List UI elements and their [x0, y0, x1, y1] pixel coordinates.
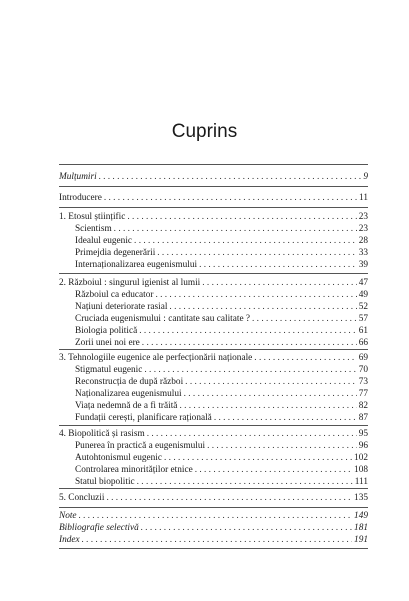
toc-entry-section[interactable]: [75, 400, 368, 412]
dot-leader: [185, 376, 357, 388]
toc-entry-section[interactable]: [75, 337, 368, 349]
toc-entry-title: Internaționalizarea eugenismului: [75, 260, 198, 270]
toc-entry-page: 47: [358, 278, 368, 288]
toc-entry-note[interactable]: [59, 510, 368, 522]
toc-entry-page: 111: [354, 477, 368, 487]
toc-entry-chapter-5[interactable]: [59, 492, 368, 504]
dot-leader: [202, 277, 356, 289]
toc-entry-page: 87: [358, 413, 368, 423]
toc-entry-title: Punerea în practică a eugenismului: [75, 441, 206, 451]
dot-leader: [127, 211, 356, 223]
toc-entry-page: 77: [358, 389, 368, 399]
toc-entry-section[interactable]: [75, 259, 368, 271]
toc-entry-introducere[interactable]: [59, 192, 368, 204]
toc-entry-title: Idealul eugenic: [75, 236, 133, 246]
dot-leader: [79, 510, 352, 522]
toc-entry-page: 95: [358, 429, 368, 439]
toc-entry-multumiri[interactable]: [59, 171, 368, 183]
toc-entry-title: Note: [59, 511, 77, 521]
toc-entry-title: Fundații cerești, planificare rațională: [75, 413, 212, 423]
toc-entry-index[interactable]: [59, 534, 368, 546]
toc-entry-page: 191: [354, 535, 368, 545]
toc-entry-bibliografie[interactable]: [59, 522, 368, 534]
dot-leader: [199, 259, 357, 271]
toc-entry-section[interactable]: [75, 247, 368, 259]
toc-entry-title: Războiul ca educator: [75, 290, 154, 300]
dot-leader: [254, 352, 356, 364]
toc-entry-page: 11: [359, 193, 368, 203]
dot-leader: [142, 337, 357, 349]
toc-entry-section[interactable]: [75, 301, 368, 313]
divider: [59, 164, 368, 165]
dot-leader: [155, 289, 356, 301]
toc-entry-section[interactable]: [75, 376, 368, 388]
toc-entry-section[interactable]: [75, 440, 368, 452]
toc-entry-title: Statul biopolitic: [75, 477, 135, 487]
toc-entry-section[interactable]: [75, 388, 368, 400]
toc-entry-chapter-2[interactable]: [59, 277, 368, 289]
toc-entry-title: Viața nedemnă de a fi trăită: [75, 401, 178, 411]
toc-entry-page: 149: [354, 511, 368, 521]
dot-leader: [157, 247, 356, 259]
toc-entry-section[interactable]: [75, 235, 368, 247]
toc-entry-title: Primejdia degenerării: [75, 248, 156, 258]
toc-entry-title: 1. Etosul științific: [59, 212, 126, 222]
dot-leader: [195, 464, 352, 476]
toc-entry-title: Reconstrucția de după război: [75, 377, 184, 387]
toc-entry-title: 5. Concluzii: [59, 493, 105, 503]
toc-entry-page: 9: [363, 172, 368, 182]
toc-entry-title: Bibliografie selectivă: [59, 523, 139, 533]
toc-entry-chapter-1[interactable]: [59, 211, 368, 223]
dot-leader: [252, 313, 357, 325]
dot-leader: [137, 476, 353, 488]
toc-entry-title: Autohtonismul eugenic: [75, 453, 163, 463]
divider: [59, 186, 368, 187]
divider: [59, 488, 368, 489]
toc-entry-section[interactable]: [75, 325, 368, 337]
page-title: Cuprins: [171, 121, 238, 142]
dot-leader: [82, 534, 352, 546]
toc-entry-page: 108: [354, 465, 368, 475]
toc-entry-title: 3. Tehnologiile eugenice ale perfecționării naționale: [59, 353, 253, 363]
divider: [59, 207, 368, 208]
toc-entry-section[interactable]: [75, 464, 368, 476]
dot-leader: [147, 428, 357, 440]
dot-leader: [139, 325, 356, 337]
dot-leader: [106, 492, 352, 504]
toc-entry-page: 23: [358, 212, 368, 222]
divider: [59, 273, 368, 274]
toc-entry-page: 49: [358, 290, 368, 300]
toc-entry-page: 181: [354, 523, 368, 533]
toc-entry-page: 82: [358, 401, 368, 411]
toc-entry-chapter-4[interactable]: [59, 428, 368, 440]
toc-entry-page: 135: [354, 493, 368, 503]
toc-entry-title: Cruciada eugenismului : cantitate sau calitate ?: [75, 314, 251, 324]
toc-entry-page: 23: [358, 224, 368, 234]
toc-entry-title: Biologia politică: [75, 326, 138, 336]
toc-entry-section[interactable]: [75, 313, 368, 325]
toc-entry-page: 61: [358, 326, 368, 336]
toc-entry-title: Index: [59, 535, 80, 545]
toc-entry-page: 57: [358, 314, 368, 324]
toc-entry-title: 4. Biopolitică și rasism: [59, 429, 145, 439]
divider: [59, 507, 368, 508]
toc-entry-page: 69: [358, 353, 368, 363]
toc-entry-page: 33: [358, 248, 368, 258]
toc-entry-title: Introducere: [59, 193, 102, 203]
dot-leader: [164, 452, 352, 464]
dot-leader: [104, 192, 357, 204]
dot-leader: [184, 388, 357, 400]
toc-entry-page: 102: [354, 453, 368, 463]
divider: [59, 425, 368, 426]
divider: [59, 548, 368, 549]
toc-entry-section[interactable]: [75, 364, 368, 376]
toc-entry-title: Națiuni deteriorate rasial: [75, 302, 168, 312]
toc-entry-section[interactable]: [75, 223, 368, 235]
toc-entry-title: Controlarea minorităților etnice: [75, 465, 193, 475]
toc-entry-title: Zorii unei noi ere: [75, 338, 140, 348]
toc-entry-page: 52: [358, 302, 368, 312]
toc-entry-section[interactable]: [75, 452, 368, 464]
toc-entry-title: Naționalizarea eugenismului: [75, 389, 182, 399]
dot-leader: [214, 412, 357, 424]
dot-leader: [141, 522, 352, 534]
toc-entry-page: 28: [358, 236, 368, 246]
dot-leader: [169, 301, 356, 313]
dot-leader: [207, 440, 357, 452]
toc-entry-title: Mulțumiri: [59, 172, 97, 182]
toc-entry-title: Stigmatul eugenic: [75, 365, 143, 375]
toc-entry-section[interactable]: [75, 412, 368, 424]
dot-leader: [144, 364, 356, 376]
toc-entry-page: 66: [358, 338, 368, 348]
dot-leader: [114, 223, 357, 235]
toc-entry-page: 39: [358, 260, 368, 270]
toc-entry-section[interactable]: [75, 289, 368, 301]
dot-leader: [179, 400, 356, 412]
toc-entry-title: Scientism: [75, 224, 112, 234]
toc-entry-page: 96: [358, 441, 368, 451]
divider: [59, 349, 368, 350]
toc-entry-page: 73: [358, 377, 368, 387]
dot-leader: [134, 235, 357, 247]
dot-leader: [99, 171, 362, 183]
toc-entry-title: 2. Războiul : singurul igienist al lumii: [59, 278, 201, 288]
toc-entry-page: 70: [358, 365, 368, 375]
toc-entry-section[interactable]: [75, 476, 368, 488]
toc-entry-chapter-3[interactable]: [59, 352, 368, 364]
